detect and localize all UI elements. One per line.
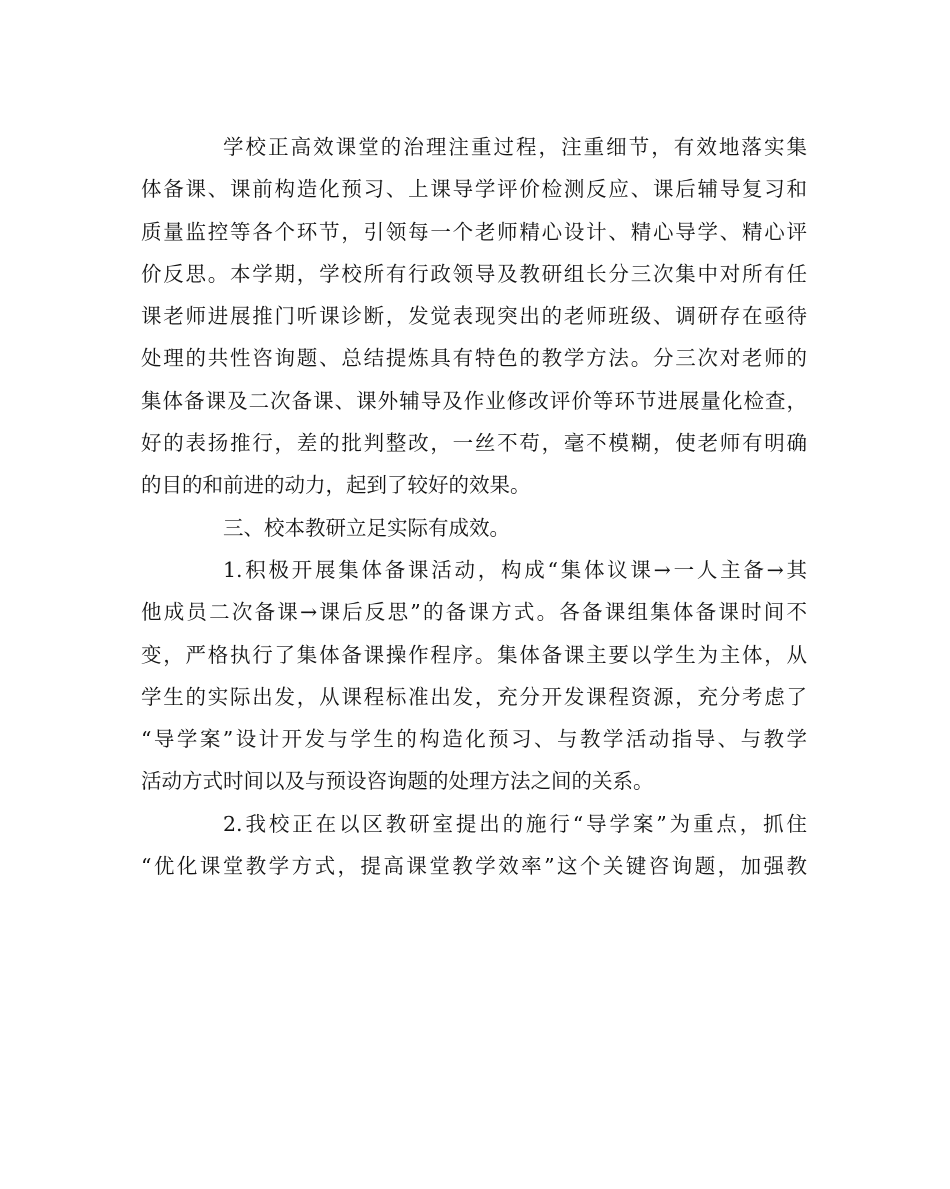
paragraph-4 [141,803,807,888]
document-body [141,126,807,887]
paragraph-line: “优化课堂教学方式，提高课堂教学效率”这个关键咨询题，加强教 [141,854,807,879]
section-heading: 三、校本教研立足实际有成效。 [223,515,510,540]
paragraph-line: 他成员二次备课→课后反思”的备课方式。各备课组集体备课时间不 [141,600,807,625]
paragraph-line: “导学案”设计开发与学生的构造化预习、与教学活动指导、与教学 [141,727,807,752]
paragraph-line: 学生的实际出发，从课程标准出发，充分开发课程资源，充分考虑了 [141,684,807,709]
paragraph-line: 变，严格执行了集体备课操作程序。集体备课主要以学生为主体，从 [141,642,807,667]
paragraph-line: 课老师进展推门听课诊断，发觉表现突出的老师班级、调研存在亟待 [141,304,807,329]
paragraph-line: 价反思。本学期，学校所有行政领导及教研组长分三次集中对所有任 [141,261,807,286]
paragraph-1 [141,126,807,507]
paragraph-line: 1.积极开展集体备课活动，构成“集体议课→一人主备→其 [223,557,807,582]
paragraph-line: 2.我校正在以区教研室提出的施行“导学案”为重点，抓住 [223,811,807,836]
paragraph-line: 活动方式时间以及与预设咨询题的处理方法之间的关系。 [141,769,654,794]
paragraph-line: 集体备课及二次备课、课外辅导及作业修改评价等环节进展量化检查， [141,388,807,413]
paragraph-line: 的目的和前进的动力，起到了较好的效果。 [141,473,531,498]
paragraph-line: 学校正高效课堂的治理注重过程，注重细节，有效地落实集 [223,135,807,159]
paragraph-line: 处理的共性咨询题、总结提炼具有特色的教学方法。分三次对老师的 [141,346,807,371]
paragraph-line: 体备课、课前构造化预习、上课导学评价检测反应、课后辅导复习和 [141,177,807,202]
paragraph-line: 质量监控等各个环节，引领每一个老师精心设计、精心导学、精心评 [141,219,807,244]
section-heading-3 [141,507,807,549]
paragraph-3 [141,549,807,803]
paragraph-line: 好的表扬推行，差的批判整改，一丝不苟，毫不模糊，使老师有明确 [141,431,807,456]
